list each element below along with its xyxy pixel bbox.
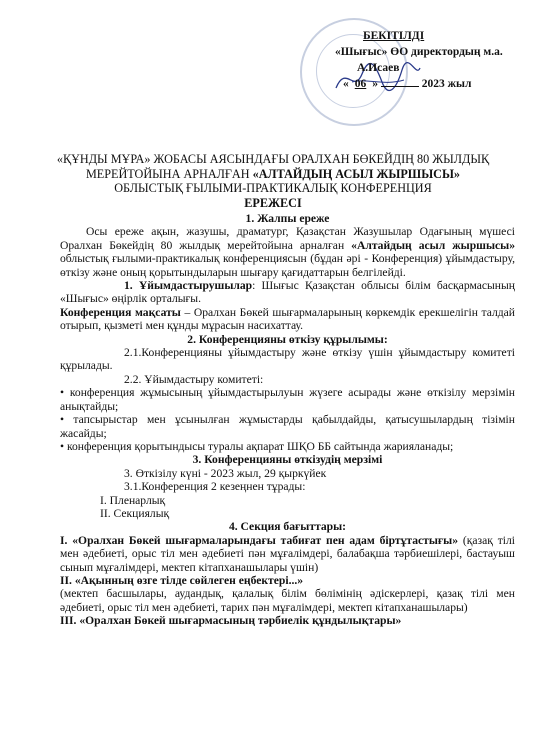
stage-item: II. Секциялық — [100, 506, 170, 520]
section-1-intro — [60, 225, 515, 279]
stage-item: I. Пленарлық — [100, 493, 166, 507]
title-line-2 — [40, 167, 506, 182]
date-year: 2023 жыл — [421, 78, 472, 90]
organizers-paragraph — [60, 279, 515, 306]
date-month-blank — [381, 76, 419, 87]
title-line-3: ОБЛЫСТЫҚ ҒЫЛЫМИ-ПРАКТИКАЛЫҚ КОНФЕРЕНЦИЯ — [114, 181, 432, 195]
date-quote-open: « — [343, 78, 349, 90]
section-2-item-1: 2.1.Конференцияны ұйымдастыру және өткізу үшін ұйымдастыру комитеті құрылады. — [60, 346, 515, 373]
direction-2-title: ІІ. «Ақынның өзге тілде сөйлеген еңбектері...» — [60, 573, 304, 587]
goal-text: – Оралхан Бөкей шығармаларының көркемдік ерекшелігін талдай отырып, қызметі мен құнды мұрасын насихаттау. — [60, 305, 516, 333]
section-1-heading: 1. Жалпы ереже — [245, 212, 330, 225]
conference-date: 3. Өткізілу күні - 2023 жыл, 29 қыркүйек — [124, 466, 327, 480]
bullet-item: • тапсырыстар мен ұсынылған жұмыстарды қабылдайды, қатысушылардың тізімін жасайды; — [60, 413, 515, 440]
document-title — [40, 152, 506, 210]
goal-paragraph — [60, 306, 515, 333]
section-4-heading: 4. Секция бағыттары: — [228, 520, 347, 534]
approval-name: А.Исаев — [357, 62, 400, 74]
direction-3-title: ІІІ. «Оралхан Бөкей шығармасының тәрбиелік құндылықтары» — [60, 614, 402, 628]
title-line-2-bold: «АЛТАЙДЫҢ АСЫЛ ЖЫРШЫСЫ» — [252, 166, 461, 181]
date-quote-close: » — [372, 78, 378, 90]
stages-line: 3.1.Конференция 2 кезеңнен тұрады: — [124, 480, 306, 494]
document-body — [60, 212, 515, 628]
bullet-item: • конференция жұмысының ұйымдастырылуын жүзеге асырады және өткізілу мерзімін анықтайды; — [60, 386, 515, 413]
section-direction-1 — [60, 534, 515, 574]
title-line-1: «ҚҰНДЫ МҰРА» ЖОБАСЫ АЯСЫНДАҒЫ ОРАЛХАН БӨКЕЙДІҢ 80 ЖЫЛДЫҚ — [56, 152, 490, 166]
organizers-text: : Шығыс Қазақстан облысы білім басқармасының «Шығыс» өңірлік орталығы. — [60, 279, 515, 306]
title-line-4: ЕРЕЖЕСІ — [244, 195, 302, 210]
organizers-label: 1. Ұйымдастырушылар — [124, 279, 253, 293]
direction-1-text: (қазақ тілі мен әдебиеті, орыс тіл мен әдебиеті пән мұғалімдері, балабақша тәрбиешілері, бастауыш сынып мұғалімдері, мектеп кітапханашылары үшін) — [60, 533, 515, 574]
section-2-heading: 2. Конференцияны өткізу құрылымы: — [187, 332, 388, 346]
intro-text-c: облыстық ғылыми-практикалық конференциясын (бұдан әрі - Конференция) ұйымдастыру, өткізу және оның қорытындыларын шығару қағидаттарын белгілейді. — [60, 252, 515, 279]
approval-date — [335, 76, 535, 92]
approval-position: «Шығыс» ӨО директордың м.а. — [335, 46, 503, 58]
approval-heading: БЕКІТІЛДІ — [363, 30, 425, 42]
date-day: 06 — [354, 78, 367, 90]
bullet-item: • конференция қорытындысы туралы ақпарат ШҚО ББ сайтында жарияланады; — [60, 439, 454, 453]
approval-block — [335, 28, 535, 92]
intro-conference-name: «Алтайдың асыл жыршысы» — [351, 238, 515, 252]
title-line-2-text: МЕРЕЙТОЙЫНА АРНАЛҒАН — [85, 166, 253, 181]
direction-2-text: (мектеп басшылары, аудандық, қалалық білім бөлімінің әдіскерлері, қазақ тілі мен әдебиеті, орыс тіл мен әдебиеті, тарих пән мұғалімдері, мектеп кітапханашылары) — [60, 587, 515, 614]
intro-text-a: Осы ереже ақын, жазушы, драматург, Қазақстан Жазушылар Одағының мүшесі Оралхан Бөкейдің 80 жылдық мерейтойына арналған — [60, 225, 515, 252]
section-3-heading: 3. Конференцияны өткізудің мерзімі — [192, 453, 383, 467]
section-2-item-2: 2.2. Ұйымдастыру комитеті: — [124, 372, 264, 386]
goal-label: Конференция мақсаты — [60, 305, 181, 319]
direction-1-title: I. «Оралхан Бөкей шығармаларындағы табиғат пен адам біртұтастығы» — [60, 533, 459, 547]
